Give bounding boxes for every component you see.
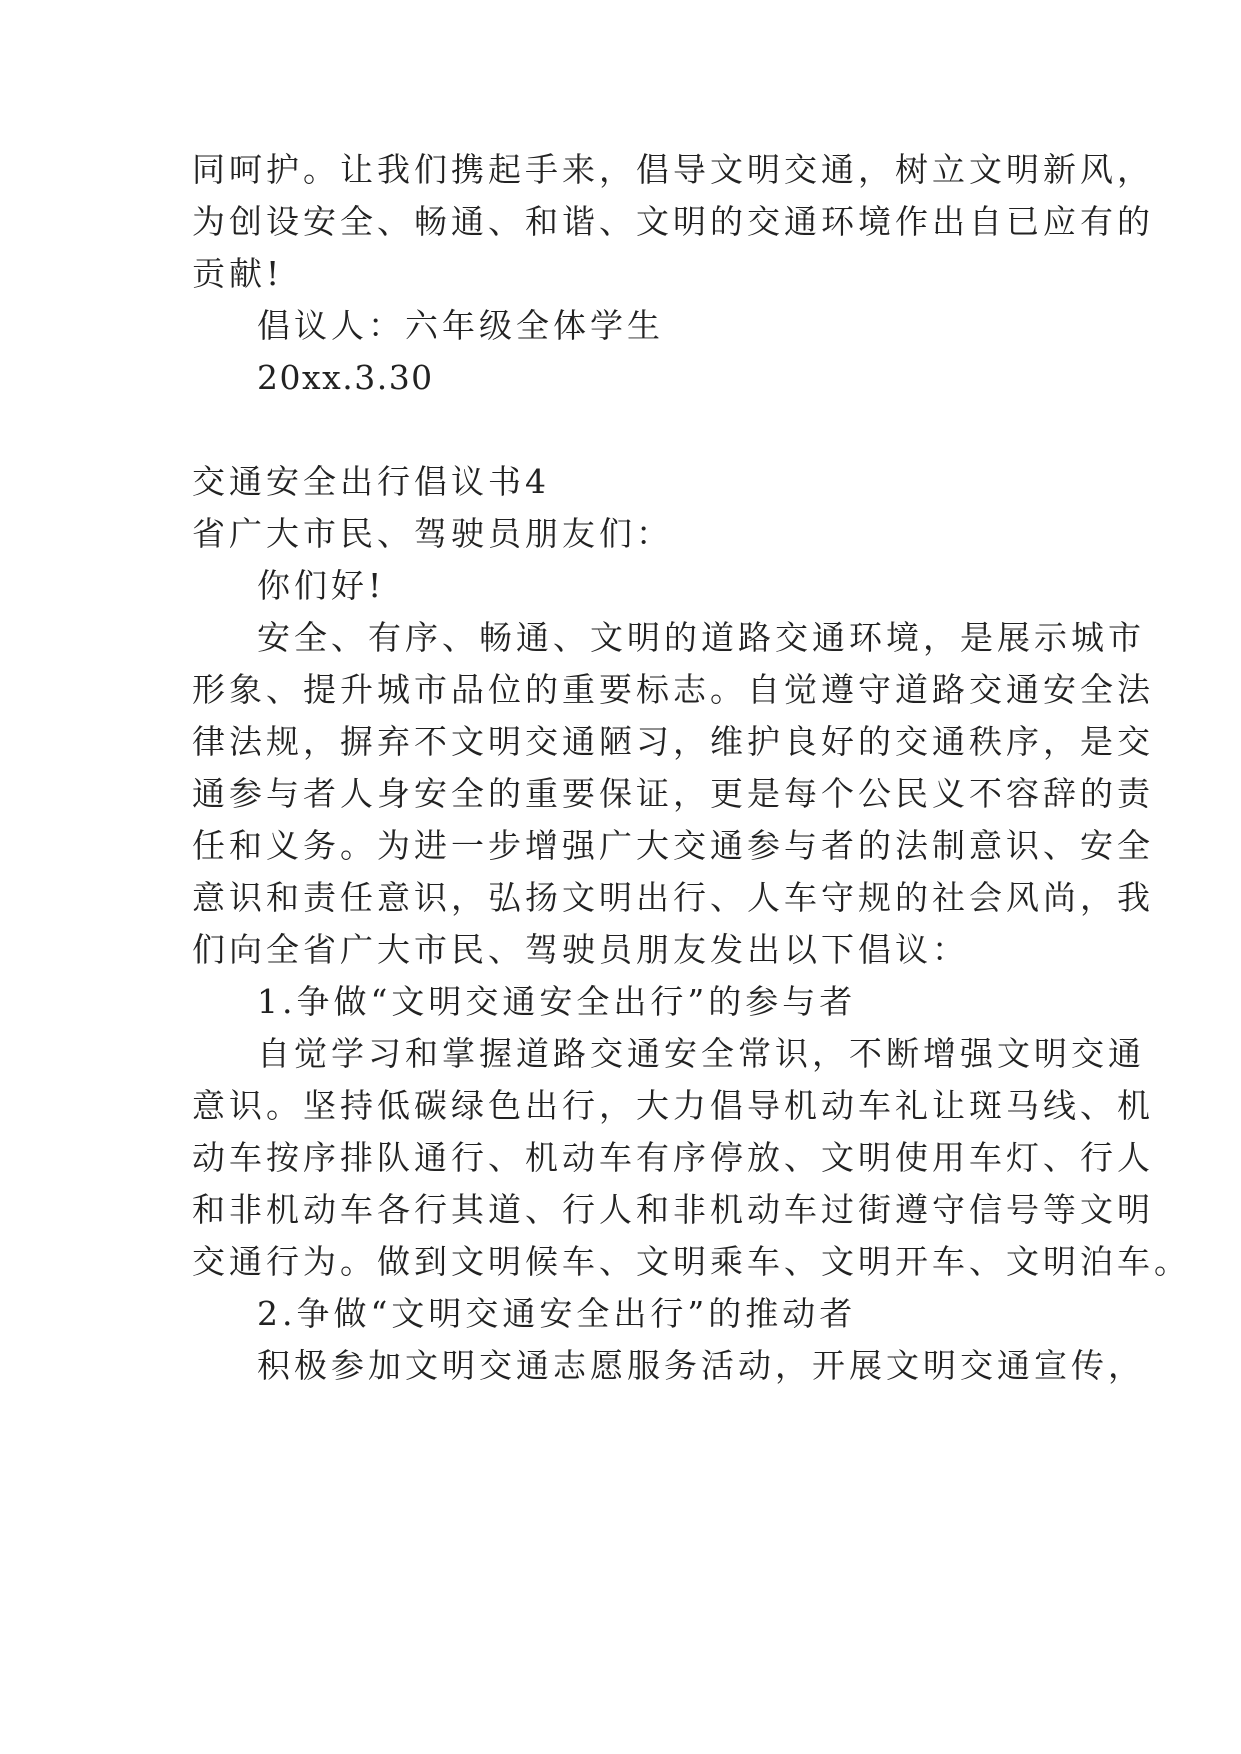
paragraph-line: 动车按序排队通行、机动车有序停放、文明使用车灯、行人: [192, 1138, 1154, 1177]
paragraph-line: 积极参加文明交通志愿服务活动，开展文明交通宣传，: [257, 1346, 1145, 1385]
signature-line: 倡议人：六年级全体学生: [257, 306, 664, 345]
salutation: 省广大市民、驾驶员朋友们：: [192, 514, 673, 553]
paragraph-line: 自觉学习和掌握道路交通安全常识，不断增强文明交通: [257, 1034, 1145, 1073]
paragraph-line: 交通行为。做到文明候车、文明乘车、文明开车、文明泊车。: [192, 1242, 1191, 1281]
item-heading: 1.争做“文明交通安全出行”的参与者: [257, 982, 857, 1021]
greeting: 你们好!: [257, 566, 386, 605]
paragraph-line: 同呵护。让我们携起手来，倡导文明交通，树立文明新风，: [192, 150, 1154, 189]
item-heading: 2.争做“文明交通安全出行”的推动者: [257, 1294, 857, 1333]
paragraph-line: 律法规，摒弃不文明交通陋习，维护良好的交通秩序，是交: [192, 722, 1154, 761]
paragraph-line: 贡献!: [192, 254, 284, 293]
paragraph-line: 通参与者人身安全的重要保证，更是每个公民义不容辞的责: [192, 774, 1154, 813]
paragraph-line: 意识。坚持低碳绿色出行，大力倡导机动车礼让斑马线、机: [192, 1086, 1154, 1125]
paragraph-line: 意识和责任意识，弘扬文明出行、人车守规的社会风尚，我: [192, 878, 1154, 917]
section-title: 交通安全出行倡议书4: [192, 462, 550, 501]
paragraph-line: 形象、提升城市品位的重要标志。自觉遵守道路交通安全法: [192, 670, 1154, 709]
paragraph-line: 任和义务。为进一步增强广大交通参与者的法制意识、安全: [192, 826, 1154, 865]
paragraph-line: 和非机动车各行其道、行人和非机动车过街遵守信号等文明: [192, 1190, 1154, 1229]
paragraph-line: 安全、有序、畅通、文明的道路交通环境，是展示城市: [257, 618, 1145, 657]
paragraph-line: 为创设安全、畅通、和谐、文明的交通环境作出自已应有的: [192, 202, 1154, 241]
paragraph-line: 们向全省广大市民、驾驶员朋友发出以下倡议：: [192, 930, 969, 969]
date-line: 20xx.3.30: [257, 358, 434, 397]
